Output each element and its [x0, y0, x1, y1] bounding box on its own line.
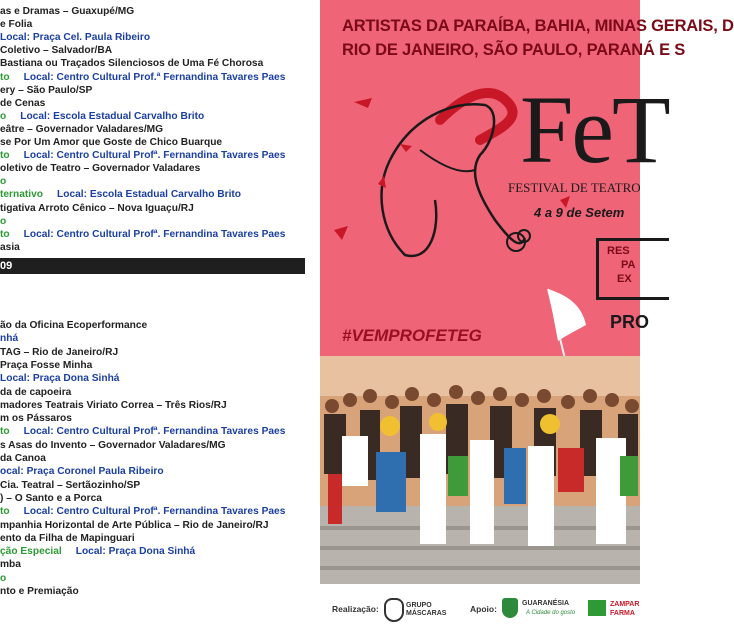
category-text: to — [0, 506, 10, 518]
schedule-line — [0, 98, 45, 110]
event-text: asia — [0, 241, 20, 253]
schedule-line — [0, 45, 112, 57]
schedule-line — [0, 347, 118, 359]
schedule-line — [0, 506, 285, 518]
venue-text: Local: Centro Cultural Profª. Fernandina Tavares Paes — [23, 150, 286, 162]
artists-headline — [342, 14, 734, 62]
event-text: ery – São Paulo/SP — [0, 84, 93, 96]
schedule-line — [0, 333, 18, 345]
schedule-line — [0, 216, 6, 228]
festival-dates: 4 a 9 de Setem — [534, 205, 625, 220]
guaranesia-crest-icon — [502, 598, 518, 618]
realizacao-label: Realização: — [332, 604, 379, 614]
sponsor-footer — [320, 584, 640, 640]
schedule-line — [0, 6, 134, 18]
venue-text: Local: Praça Dona Sinhá — [0, 373, 120, 385]
schedule-line — [0, 242, 20, 254]
festival-cover — [320, 0, 734, 640]
category-text: ternativo — [0, 189, 44, 201]
hashtag: #VEMPROFETEG — [342, 326, 482, 345]
schedule-line — [0, 189, 241, 201]
event-text: mpanhia Horizontal de Arte Pública – Rio de Janeiro/RJ — [0, 519, 269, 531]
venue-text: Local: Praça Dona Sinhá — [75, 546, 196, 558]
venue-text: Local: Centro Cultural Prof.ª Fernandina Tavares Paes — [23, 71, 286, 83]
mask-logo-icon — [384, 598, 404, 622]
stamp-line-3: EX — [617, 273, 632, 285]
crowd-photo — [320, 356, 640, 584]
day-header-bar — [0, 258, 305, 274]
schedule-line — [0, 150, 285, 162]
event-text: tigativa Arroto Cênico – Nova Iguaçu/RJ — [0, 202, 194, 214]
category-text: to — [0, 150, 10, 162]
schedule-line — [0, 586, 79, 598]
category-text: o — [0, 215, 7, 227]
event-text: da de capoeira — [0, 386, 72, 398]
category-text: to — [0, 228, 10, 240]
schedule-line — [0, 453, 46, 465]
schedule-line — [0, 400, 227, 412]
venue-text: Local: Escola Estadual Carvalho Brito — [57, 189, 242, 201]
category-text: to — [0, 426, 10, 438]
schedule-line — [0, 360, 92, 372]
schedule-line — [0, 373, 119, 385]
schedule-line — [0, 124, 163, 136]
event-text: oletivo de Teatro – Governador Valadares — [0, 163, 201, 175]
venue-text: nhá — [0, 333, 19, 345]
schedule-line — [0, 72, 285, 84]
schedule-line — [0, 320, 147, 332]
venue-text: Local: Escola Estadual Carvalho Brito — [20, 110, 205, 122]
schedule-line — [0, 480, 140, 492]
schedule-line — [0, 111, 204, 123]
artists-line-1: ARTISTAS DA PARAÍBA, BAHIA, MINAS GERAIS, D — [342, 17, 734, 35]
event-text: madores Teatrais Viriato Correa – Três Rios/RJ — [0, 399, 227, 411]
event-text: se Por Um Amor que Goste de Chico Buarque — [0, 137, 223, 148]
category-text: ção Especial — [0, 546, 62, 558]
category-text: to — [0, 71, 10, 83]
category-text: o — [0, 176, 7, 188]
schedule-line — [0, 32, 150, 44]
schedule-line — [0, 137, 222, 149]
schedule-line — [0, 203, 194, 215]
event-text: mba — [0, 559, 21, 571]
event-text: de Cenas — [0, 97, 46, 109]
venue-text: Local: Praça Cel. Paula Ribeiro — [0, 32, 151, 44]
artists-line-2: RIO DE JANEIRO, SÃO PAULO, PARANÁ E S — [342, 41, 686, 59]
festival-name: FESTIVAL DE TEATRO — [508, 180, 641, 195]
apoio-label: Apoio: — [470, 604, 497, 614]
event-text: ão da Oficina Ecoperformance — [0, 320, 148, 331]
event-text: e Folia — [0, 19, 33, 31]
category-text: o — [0, 572, 7, 584]
day-header-text: 09 — [0, 260, 13, 272]
event-text: eâtre – Governador Valadares/MG — [0, 123, 164, 135]
grupo-mascaras-label: GRUPO MÁSCARAS — [406, 602, 447, 617]
schedule-line — [0, 413, 72, 425]
zampar-logo-icon — [588, 600, 606, 616]
schedule-line — [0, 573, 6, 585]
programacao-label: PRO — [610, 312, 650, 332]
zampar-label-2: FARMA — [610, 610, 635, 617]
event-text: ) – O Santo e a Porca — [0, 492, 102, 504]
feteg-logo: FeT — [520, 76, 669, 183]
event-text: Praça Fosse Minha — [0, 359, 93, 371]
event-text: Coletivo – Salvador/BA — [0, 45, 113, 57]
event-text: nto e Premiação — [0, 586, 79, 597]
stamp-line-2: PA — [621, 259, 636, 271]
venue-text: Local: Centro Cultural Profª. Fernandina Tavares Paes — [23, 228, 286, 240]
schedule-line — [0, 176, 6, 188]
event-text: m os Pássaros — [0, 413, 72, 425]
schedule-line — [0, 546, 195, 558]
schedule-line — [0, 440, 226, 452]
schedule-line — [0, 19, 32, 31]
zampar-label-1: ZAMPAR — [610, 601, 640, 608]
schedule-line — [0, 163, 200, 175]
schedule-line — [0, 229, 285, 241]
crowd-photo-graphic — [320, 356, 640, 584]
schedule-page — [0, 0, 320, 640]
venue-text: ocal: Praça Coronel Paula Ribeiro — [0, 466, 164, 478]
flag-illustration — [542, 285, 612, 365]
schedule-line — [0, 559, 21, 571]
schedule-line — [0, 533, 135, 545]
schedule-line — [0, 85, 92, 97]
guaranesia-slogan: A Cidade do gosto — [526, 610, 576, 616]
schedule-line — [0, 58, 263, 70]
schedule-line — [0, 493, 102, 505]
stamp-line-1: RES — [607, 245, 630, 257]
schedule-line — [0, 520, 269, 532]
event-text: Bastiana ou Traçados Silenciosos de Uma Fé Chorosa — [0, 58, 264, 70]
category-text: o — [0, 110, 7, 122]
schedule-line — [0, 387, 71, 399]
venue-text: Local: Centro Cultural Profª. Fernandina Tavares Paes — [23, 426, 286, 438]
event-text: ento da Filha de Mapinguari — [0, 532, 135, 544]
guaranesia-label: GUARANÉSIA — [522, 600, 570, 607]
schedule-line — [0, 426, 285, 438]
event-text: Cia. Teatral – Sertãozinho/SP — [0, 479, 141, 491]
event-text: s Asas do Invento – Governador Valadares/MG — [0, 439, 226, 451]
schedule-line — [0, 466, 164, 478]
event-text: da Canoa — [0, 453, 46, 464]
event-text: as e Dramas – Guaxupé/MG — [0, 6, 135, 17]
event-text: TAG – Rio de Janeiro/RJ — [0, 346, 119, 358]
venue-text: Local: Centro Cultural Profª. Fernandina Tavares Paes — [23, 506, 286, 518]
